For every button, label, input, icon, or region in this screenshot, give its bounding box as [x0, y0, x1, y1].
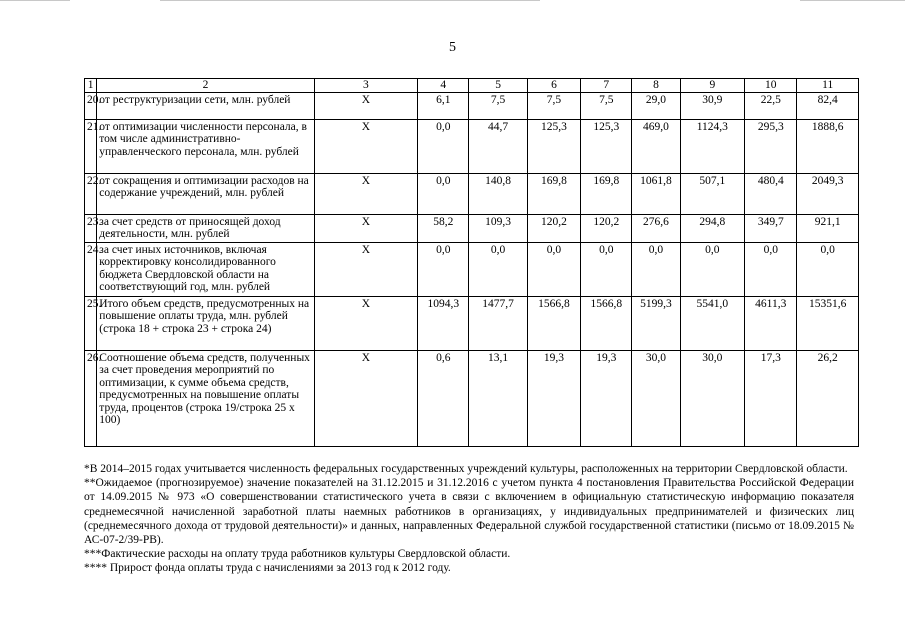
cell-value: 507,1	[680, 173, 745, 214]
cell-value: 0,0	[745, 242, 797, 296]
header-cell: 11	[797, 79, 859, 93]
cell-value: 82,4	[797, 92, 859, 119]
row-unit: X	[314, 214, 418, 242]
cell-value: 15351,6	[797, 296, 859, 350]
cell-value: 17,3	[745, 350, 797, 446]
header-cell: 8	[632, 79, 680, 93]
row-name: Соотношение объема средств, полученных за счет проведения мероприятий по оптимизации, к сумме объема средств, предусмотренных на повышение оплаты труда, процентов (строка 19/строка 25 x 100)	[97, 350, 314, 446]
cell-value: 2049,3	[797, 173, 859, 214]
footnote: ***Фактические расходы на оплату труда работников культуры Свердловской области.	[84, 548, 511, 561]
row-number: 26.	[85, 350, 97, 446]
cell-value: 22,5	[745, 92, 797, 119]
header-row	[85, 79, 859, 93]
top-edge-line-right	[800, 0, 905, 1]
cell-value: 7,5	[469, 92, 527, 119]
header-cell: 4	[418, 79, 469, 93]
cell-value: 30,0	[680, 350, 745, 446]
row-name: от сокращения и оптимизации расходов на содержание учреждений, млн. рублей	[97, 173, 314, 214]
cell-value: 5541,0	[680, 296, 745, 350]
header-cell: 9	[680, 79, 745, 93]
cell-value: 480,4	[745, 173, 797, 214]
cell-value: 4611,3	[745, 296, 797, 350]
cell-value: 1477,7	[469, 296, 527, 350]
cell-value: 0,0	[418, 119, 469, 173]
cell-value: 1094,3	[418, 296, 469, 350]
top-edge-line-center	[160, 0, 540, 1]
cell-value: 7,5	[527, 92, 580, 119]
row-name: от реструктуризации сети, млн. рублей	[97, 92, 314, 119]
cell-value: 1566,8	[527, 296, 580, 350]
cell-value: 120,2	[527, 214, 580, 242]
cell-value: 109,3	[469, 214, 527, 242]
cell-value: 349,7	[745, 214, 797, 242]
header-cell: 10	[745, 79, 797, 93]
cell-value: 169,8	[527, 173, 580, 214]
cell-value: 1566,8	[581, 296, 632, 350]
cell-value: 6,1	[418, 92, 469, 119]
footnote: **Ожидаемое (прогнозируемое) значение показателей на 31.12.2015 и 31.12.2016 с учетом пункта 4 постановления Правительства Российской Федерации от 14.09.2015 № 973 «О совершенствовании статистического учета в связи с включением в официальную статистическую информацию показателя среднемесячной начисленной заработной платы наемных работников в организациях, у индивидуальных предпринимателей и физических лиц (среднемесячного дохода от трудовой деятельности)» и данных, направленных Федеральной службой государственной статистики (письмо от 18.09.2015 № АС-07-2/39-РВ).	[84, 477, 854, 547]
cell-value: 295,3	[745, 119, 797, 173]
cell-value: 19,3	[581, 350, 632, 446]
row-number: 20.	[85, 92, 97, 119]
cell-value: 169,8	[581, 173, 632, 214]
row-number: 25.	[85, 296, 97, 350]
cell-value: 0,0	[418, 173, 469, 214]
cell-value: 1124,3	[680, 119, 745, 173]
cell-value: 469,0	[632, 119, 680, 173]
table-row	[85, 173, 859, 214]
table-row	[85, 296, 859, 350]
footnotes	[84, 462, 854, 576]
cell-value: 44,7	[469, 119, 527, 173]
cell-value: 120,2	[581, 214, 632, 242]
footnote: **** Прирост фонда оплаты труда с начислениями за 2013 год к 2012 году.	[84, 562, 451, 575]
cell-value: 0,6	[418, 350, 469, 446]
row-unit: X	[314, 173, 418, 214]
row-number: 23.	[85, 214, 97, 242]
table-row	[85, 242, 859, 296]
row-name: за счет средств от приносящей доход деятельности, млн. рублей	[97, 214, 314, 242]
cell-value: 13,1	[469, 350, 527, 446]
cell-value: 125,3	[527, 119, 580, 173]
cell-value: 7,5	[581, 92, 632, 119]
cell-value: 19,3	[527, 350, 580, 446]
row-name: за счет иных источников, включая корректировку консолидированного бюджета Свердловской области на соответствующий год, млн. рублей	[97, 242, 314, 296]
table-row	[85, 119, 859, 173]
header-cell: 7	[581, 79, 632, 93]
cell-value: 0,0	[581, 242, 632, 296]
cell-value: 5199,3	[632, 296, 680, 350]
row-number: 24.	[85, 242, 97, 296]
cell-value: 0,0	[527, 242, 580, 296]
header-cell: 5	[469, 79, 527, 93]
table-row	[85, 350, 859, 446]
cell-value: 29,0	[632, 92, 680, 119]
cell-value: 1061,8	[632, 173, 680, 214]
row-number: 21.	[85, 119, 97, 173]
cell-value: 0,0	[469, 242, 527, 296]
cell-value: 0,0	[632, 242, 680, 296]
row-unit: X	[314, 296, 418, 350]
header-cell: 3	[314, 79, 418, 93]
cell-value: 125,3	[581, 119, 632, 173]
cell-value: 0,0	[418, 242, 469, 296]
page-number: 5	[449, 40, 456, 55]
header-cell: 1	[85, 79, 97, 93]
header-cell: 6	[527, 79, 580, 93]
cell-value: 276,6	[632, 214, 680, 242]
row-unit: X	[314, 119, 418, 173]
cell-value: 140,8	[469, 173, 527, 214]
cell-value: 294,8	[680, 214, 745, 242]
row-name: Итого объем средств, предусмотренных на повышение оплаты труда, млн. рублей (строка 18 + строка 23 + строка 24)	[97, 296, 314, 350]
row-unit: X	[314, 242, 418, 296]
cell-value: 1888,6	[797, 119, 859, 173]
row-number: 22.	[85, 173, 97, 214]
footnote: *В 2014–2015 годах учитывается численность федеральных государственных учреждений культуры, расположенных на территории Свердловской области.	[84, 463, 848, 475]
table-row	[85, 92, 859, 119]
row-unit: X	[314, 92, 418, 119]
header-cell: 2	[97, 79, 314, 93]
cell-value: 0,0	[797, 242, 859, 296]
row-name: от оптимизации численности персонала, в том числе административно-управленческого персонала, млн. рублей	[97, 119, 314, 173]
cell-value: 921,1	[797, 214, 859, 242]
cell-value: 30,9	[680, 92, 745, 119]
cell-value: 58,2	[418, 214, 469, 242]
cell-value: 26,2	[797, 350, 859, 446]
top-edge-line-left	[0, 0, 70, 1]
row-unit: X	[314, 350, 418, 446]
cell-value: 0,0	[680, 242, 745, 296]
indicators-table	[84, 78, 859, 447]
cell-value: 30,0	[632, 350, 680, 446]
table-row	[85, 214, 859, 242]
